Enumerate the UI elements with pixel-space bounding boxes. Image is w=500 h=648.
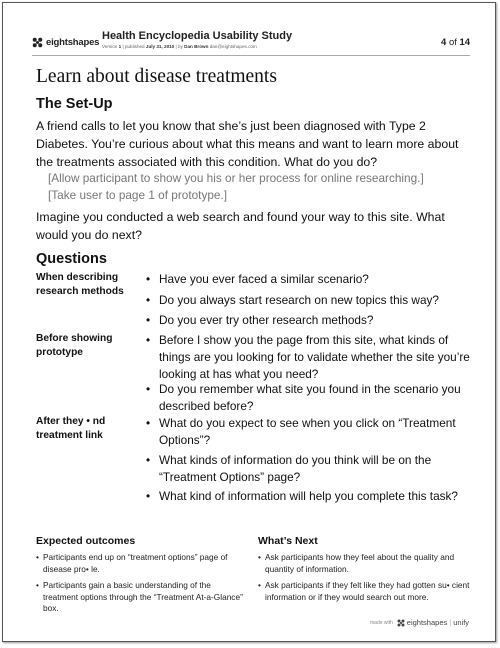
expected-outcomes-heading: Expected outcomes (36, 535, 136, 547)
published-label: published (124, 44, 145, 49)
header-divider (32, 55, 470, 56)
setup-followup: Imagine you conducted a web search and found your way to this site. What would you do next? (36, 210, 445, 242)
question-group-label: Before showing prototype (36, 333, 113, 358)
brand-logo (32, 37, 99, 48)
setup-heading: The Set-Up (36, 96, 113, 112)
by-label: by (178, 44, 183, 49)
page-of: of (448, 37, 457, 48)
bullet: • (258, 552, 261, 562)
study-title: Health Encyclopedia Usability Study (102, 30, 293, 42)
question-text: What kinds of information do you think will be on the “Treatment Options” page? (159, 453, 432, 484)
question-item (146, 488, 471, 505)
bullet: • (146, 293, 151, 307)
facilitator-note-2: [Take user to page 1 of prototype.] (48, 188, 228, 202)
version-label: Version (102, 44, 118, 49)
question-text: Have you ever faced a similar scenario? (159, 272, 369, 286)
question-item (146, 271, 471, 288)
bullet: • (146, 382, 151, 396)
outcome-text: Participants gain a basic understanding of the treatment options through the “Treatment At-a-Glance” box. (43, 580, 243, 613)
question-item (146, 452, 471, 486)
page-current: 4 (441, 37, 447, 48)
page-number (441, 37, 470, 48)
eightshapes-logo-icon (397, 619, 405, 627)
footer-product: unify (453, 618, 470, 627)
bullet: • (146, 272, 151, 286)
next-step-text: Ask participants how they feel about the quality and quantity of information. (265, 552, 455, 574)
made-with-label: made with (370, 619, 393, 626)
outcome-text: Participants end up on “treatment options” page of disease pro• le. (43, 552, 228, 574)
question-item (146, 415, 471, 449)
next-step-text: Ask participants if they felt like they had gotten su• cient information or if they would search out more. (265, 580, 470, 602)
question-text: What kind of information will help you complete this task? (159, 489, 458, 503)
next-step-item (258, 580, 470, 603)
page-footer (370, 618, 469, 627)
bullet: • (36, 552, 39, 562)
eightshapes-logo-icon (32, 37, 43, 48)
facilitator-note-1: [Allow participant to show you his or her process for online researching.] (48, 171, 424, 185)
logo-text: eightshapes (46, 37, 100, 48)
question-group-label: When describing research methods (36, 272, 124, 297)
outcome-item (36, 580, 248, 615)
question-item (146, 292, 471, 309)
bullet: • (146, 313, 151, 327)
footer-brand: eightshapes (406, 618, 448, 627)
question-group-label: After they • nd treatment link (36, 416, 106, 441)
page-title: Learn about disease treatments (36, 66, 277, 87)
whats-next-heading: What’s Next (258, 535, 318, 547)
bullet: • (258, 580, 261, 590)
question-text: Do you ever try other research methods? (159, 313, 374, 327)
publish-date: July 31, 2010 (145, 44, 175, 49)
author-email: dan@eightshapes.com (209, 44, 257, 49)
setup-intro: A friend calls to let you know that she’s just been diagnosed with Type 2 Diabetes. You’re curious about what this means and want to learn more about the treatments associated with this condition. What do you do? (36, 119, 459, 169)
question-item (146, 312, 471, 329)
bullet: • (146, 333, 151, 347)
document-page (2, 2, 496, 642)
question-text: Do you remember what site you found in the scenario you described before? (159, 382, 461, 413)
footer-separator: | (449, 618, 452, 627)
questions-heading: Questions (36, 251, 107, 267)
version-number: 1 (118, 44, 122, 49)
next-step-item (258, 552, 470, 575)
version-info: Version 1 | published July 31, 2010 | by Dan Brown dan@eightshapes.com (102, 44, 257, 49)
question-item (146, 381, 471, 415)
bullet: • (146, 416, 151, 430)
author-name: Dan Brown (184, 44, 209, 49)
page-header (3, 3, 495, 55)
page-total: 14 (459, 37, 471, 48)
bullet: • (146, 453, 151, 467)
outcome-item (36, 552, 248, 575)
question-item (146, 332, 471, 383)
question-text: Do you always start research on new topics this way? (159, 293, 439, 307)
question-text: What do you expect to see when you click on “Treatment Options”? (159, 416, 456, 447)
bullet: • (36, 580, 39, 590)
bullet: • (146, 489, 151, 503)
question-text: Before I show you the page from this site, what kinds of things are you looking for to validate whether the site you’re looking at has what you need? (159, 333, 470, 381)
